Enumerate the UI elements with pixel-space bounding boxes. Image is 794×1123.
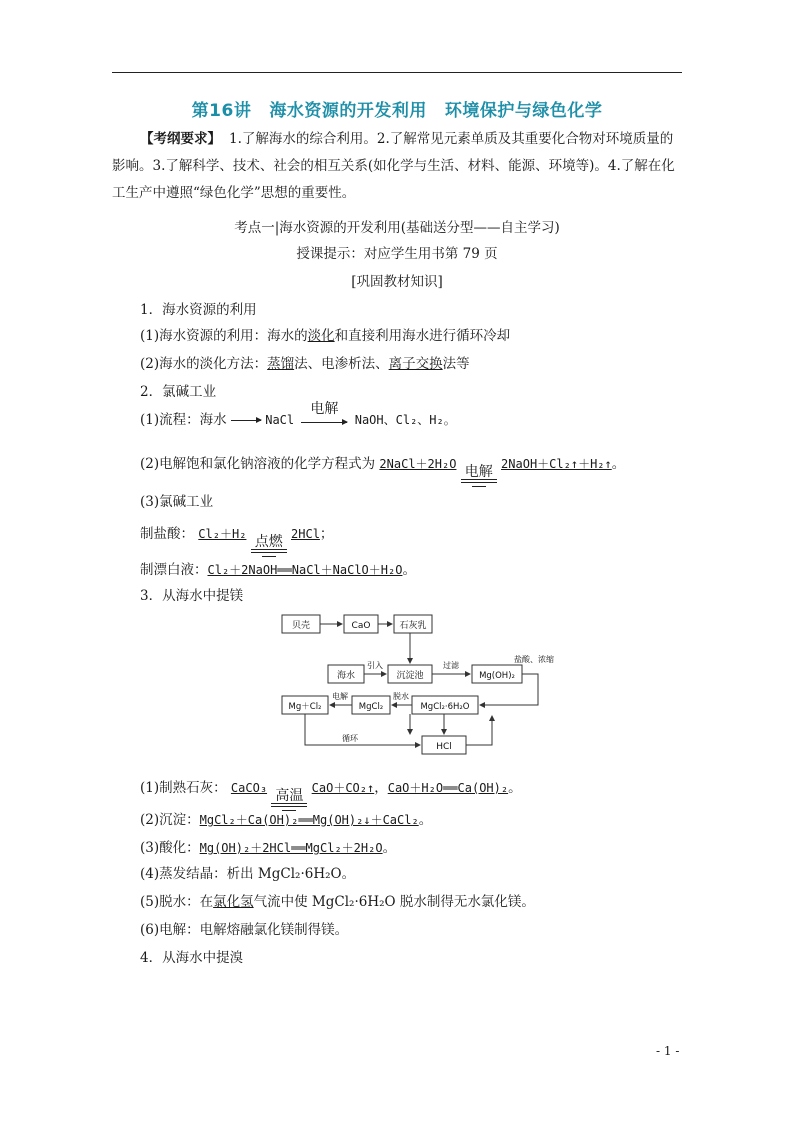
mg-step1 bbox=[140, 776, 522, 811]
electrolysis-equation bbox=[140, 452, 625, 487]
limemilk-label: 石灰乳 bbox=[399, 621, 427, 631]
intro-label: 引入 bbox=[367, 661, 383, 670]
s5-pre: (5)脱水：在 bbox=[140, 894, 214, 910]
acid-label: 盐酸、浓缩 bbox=[514, 655, 554, 664]
item1-line1 bbox=[140, 324, 510, 344]
s3-end: 。 bbox=[382, 840, 397, 856]
title-topic-1: 海水资源的开发利用 bbox=[269, 101, 427, 121]
exam-requirements bbox=[112, 126, 684, 207]
bleach-label: 制漂白液： bbox=[140, 562, 208, 578]
magnesium-flow-diagram bbox=[276, 610, 554, 758]
item3-title: 3．从海水中提镁 bbox=[140, 588, 244, 604]
eq-pre: (2)电解饱和氯化钠溶液的化学方程式为 bbox=[140, 456, 376, 472]
filter-label: 过滤 bbox=[443, 661, 459, 670]
s2-pre: (2)沉淀： bbox=[140, 812, 200, 828]
item1-l1-pre: (1)海水资源的利用：海水的 bbox=[140, 328, 308, 344]
eq-right: 2NaOH＋Cl₂↑＋H₂↑ bbox=[501, 457, 612, 471]
item1-l2-pre: (2)海水的淡化方法： bbox=[140, 356, 268, 372]
lecture-number: 第16讲 bbox=[191, 101, 252, 121]
hcl-condition bbox=[251, 535, 287, 557]
hcl-line bbox=[140, 522, 333, 557]
item1-l2-answer2: 离子交换 bbox=[388, 356, 443, 372]
s1-eq2: CaO＋H₂O══Ca(OH)₂ bbox=[387, 781, 509, 795]
page-title bbox=[112, 96, 682, 121]
hcl-condition-text: 点燃 bbox=[254, 534, 283, 550]
item1-line2 bbox=[140, 352, 470, 372]
item1-title: 1．海水资源的利用 bbox=[140, 302, 257, 318]
arrow-icon bbox=[231, 420, 261, 421]
s1-left: CaCO₃ bbox=[230, 781, 268, 795]
item4-title: 4．从海水中提溴 bbox=[140, 950, 244, 966]
mg-step3 bbox=[140, 836, 396, 856]
dash-icon bbox=[472, 486, 486, 487]
s1-pre: (1)制熟石灰： bbox=[140, 780, 227, 796]
exam-requirements-label: 【考纲要求】 bbox=[140, 131, 221, 147]
chlor-alkali-sub: (3)氯碱工业 bbox=[140, 494, 214, 510]
s1-right: CaO＋CO₂↑ bbox=[311, 781, 375, 795]
mgcl2-label: MgCl₂ bbox=[358, 702, 384, 712]
section-heading: 考点一|海水资源的开发利用(基础送分型——自主学习) bbox=[234, 220, 560, 236]
eq-condition bbox=[461, 465, 497, 487]
item1-l1-post: 和直接利用海水进行循环冷却 bbox=[334, 328, 511, 344]
hcl-label: 制盐酸： bbox=[140, 526, 194, 542]
seawater-label: 海水 bbox=[336, 671, 356, 681]
item1-l2-answer1: 蒸馏 bbox=[267, 356, 295, 372]
consolidate-label: [巩固教材知识] bbox=[351, 274, 443, 290]
cycle-label: 循环 bbox=[342, 734, 358, 743]
dash-icon bbox=[262, 556, 276, 557]
page-number: - 1 - bbox=[656, 1044, 680, 1058]
flow-products: NaOH、Cl₂、H₂。 bbox=[354, 413, 456, 427]
flow-nacl: NaCl bbox=[265, 413, 295, 427]
item1-l2-mid: 法、电渗析法、 bbox=[294, 356, 389, 372]
cao-label: CaO bbox=[351, 621, 371, 631]
hcl-box-label: HCl bbox=[436, 742, 452, 752]
mg-step4: (4)蒸发结晶：析出 MgCl₂·6H₂O。 bbox=[140, 866, 356, 882]
electrolysis-label: 电解 bbox=[332, 692, 348, 701]
s3-equation: Mg(OH)₂＋2HCl══MgCl₂＋2H₂O bbox=[199, 841, 383, 855]
flow-condition-text: 电解 bbox=[310, 401, 339, 417]
shell-label: 贝壳 bbox=[291, 621, 311, 631]
eq-end: 。 bbox=[611, 456, 626, 472]
s2-equation: MgCl₂＋Ca(OH)₂══Mg(OH)₂↓＋CaCl₂ bbox=[199, 813, 419, 827]
s3-pre: (3)酸化： bbox=[140, 840, 200, 856]
flow-condition bbox=[298, 401, 350, 430]
bleach-equation: Cl₂＋2NaOH══NaCl＋NaClO＋H₂O bbox=[207, 563, 403, 577]
hcl-left: Cl₂＋H₂ bbox=[198, 527, 247, 541]
s1-end: 。 bbox=[508, 780, 522, 796]
exam-requirements-text: 1.了解海水的综合利用。2.了解常见元素单质及其重要化合物对环境质量的影响。3.了解科学、技术、社会的相互关系(如化学与生活、材料、能源、环境等)。4.了解在化工生产中遵照“绿色化学”思想的重要性。 bbox=[112, 131, 675, 201]
bleach-end: 。 bbox=[402, 562, 416, 578]
hcl-end: ； bbox=[319, 526, 334, 542]
arrow-icon bbox=[301, 422, 347, 423]
bleach-line bbox=[140, 558, 416, 578]
mg-step6: (6)电解：电解熔融氯化镁制得镁。 bbox=[140, 922, 349, 938]
mgcl2-6h2o-label: MgCl₂·6H₂O bbox=[420, 702, 470, 712]
mg-step5 bbox=[140, 890, 535, 910]
header-rule bbox=[112, 72, 682, 73]
mg-step2 bbox=[140, 808, 432, 828]
mg-cl2-label: Mg＋Cl₂ bbox=[288, 702, 322, 712]
s1-condition-text: 高温 bbox=[275, 788, 304, 804]
textbook-hint: 授课提示：对应学生用书第 79 页 bbox=[296, 246, 498, 262]
s1-mid: ， bbox=[374, 780, 388, 796]
item2-title: 2．氯碱工业 bbox=[140, 384, 217, 400]
mgoh2-label: Mg(OH)₂ bbox=[479, 671, 515, 681]
title-topic-2: 环境保护与绿色化学 bbox=[444, 101, 603, 121]
item1-l1-answer: 淡化 bbox=[307, 328, 335, 344]
s5-post: 气流中使 MgCl₂·6H₂O 脱水制得无水氯化镁。 bbox=[253, 894, 535, 910]
item1-l2-post: 法等 bbox=[442, 356, 470, 372]
eq-condition-text: 电解 bbox=[464, 464, 493, 480]
dehydrate-label: 脱水 bbox=[393, 692, 409, 701]
flow-pre: (1)流程：海水 bbox=[140, 412, 227, 428]
chlor-alkali-flow bbox=[140, 401, 456, 430]
pool-label: 沉淀池 bbox=[396, 671, 424, 681]
s5-answer: 氯化氢 bbox=[213, 894, 254, 910]
hcl-right: 2HCl bbox=[291, 527, 320, 541]
s2-end: 。 bbox=[418, 812, 433, 828]
eq-left: 2NaCl＋2H₂O bbox=[379, 457, 457, 471]
